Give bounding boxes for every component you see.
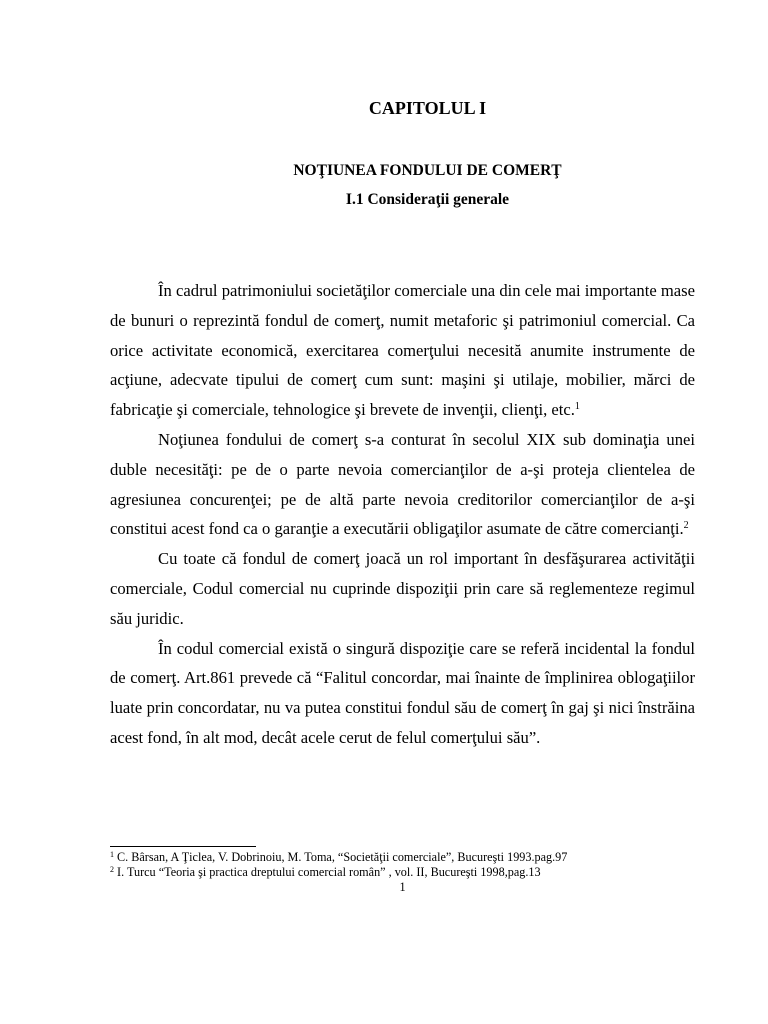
footnote-text: C. Bârsan, A Ţiclea, V. Dobrinoiu, M. Toma, “Societăţii comerciale”, Bucureşti 1993.pag.97 xyxy=(114,850,568,864)
body-text xyxy=(110,276,695,753)
chapter-heading: CAPITOLUL I xyxy=(368,98,487,118)
footnote-separator xyxy=(110,846,256,847)
paragraph-text: Noţiunea fondului de comerţ s-a conturat în secolul XIX sub dominaţia unei duble necesităţi: pe de o parte nevoia comercianţilor de a-şi proteja clientelea de agresiunea concurenţei; pe de altă parte nevoia creditorilor comercianţilor de a-şi constitui acest fond ca o garanţie a executării obligaţilor asumate de către comercianţi. xyxy=(110,429,695,539)
paragraph xyxy=(110,276,695,425)
footnote xyxy=(110,865,710,880)
footnote xyxy=(110,850,710,865)
page-number: 1 xyxy=(399,880,406,894)
footnote-reference: 1 xyxy=(574,401,580,413)
section-title: NOŢIUNEA FONDULUI DE COMERŢ xyxy=(293,162,562,179)
paragraph-text: Cu toate că fondul de comerţ joacă un rol important în desfăşurarea activităţii comerciale, Codul comercial nu cuprinde dispoziţii prin care să reglementeze regimul său juridic. xyxy=(110,549,695,628)
footnote-text: I. Turcu “Teoria şi practica dreptului comercial român” , vol. II, Bucureşti 1998,pag.13 xyxy=(114,865,541,879)
paragraph xyxy=(110,634,695,753)
document-page xyxy=(110,0,695,1024)
footnote-number: 1 xyxy=(110,850,114,859)
paragraph xyxy=(110,425,695,544)
footnotes xyxy=(110,850,710,880)
paragraph-text: În codul comercial există o singură dispoziţie care se referă incidental la fondul de comerţ. Art.861 prevede că “Falitul concordar, mai înainte de împlinirea oblogaţiilor luate prin concordatar, nu va putea constitui fondul său de comerţ în gaj şi nici înstrăina acest fond, în alt mod, decât acele cerut de felul comerţului său”. xyxy=(110,638,695,747)
footnote-reference: 2 xyxy=(683,520,689,532)
paragraph-text: În cadrul patrimoniului societăţilor comerciale una din cele mai importante mase de bunuri o reprezintă fondul de comerţ, numit metaforic şi patrimoniul comercial. Ca orice activitate economică, exercitarea comerţului necesită anumite instrumente de acţiune, adecvate tipului de comerţ cum sunt: maşini şi utilaje, mobilier, mărci de fabricaţie şi comerciale, tehnologice şi brevete de invenţii, clienţi, etc. xyxy=(110,281,695,420)
subsection-title: I.1 Consideraţii generale xyxy=(345,191,510,208)
paragraph xyxy=(110,544,695,633)
footnote-number: 2 xyxy=(110,865,114,874)
